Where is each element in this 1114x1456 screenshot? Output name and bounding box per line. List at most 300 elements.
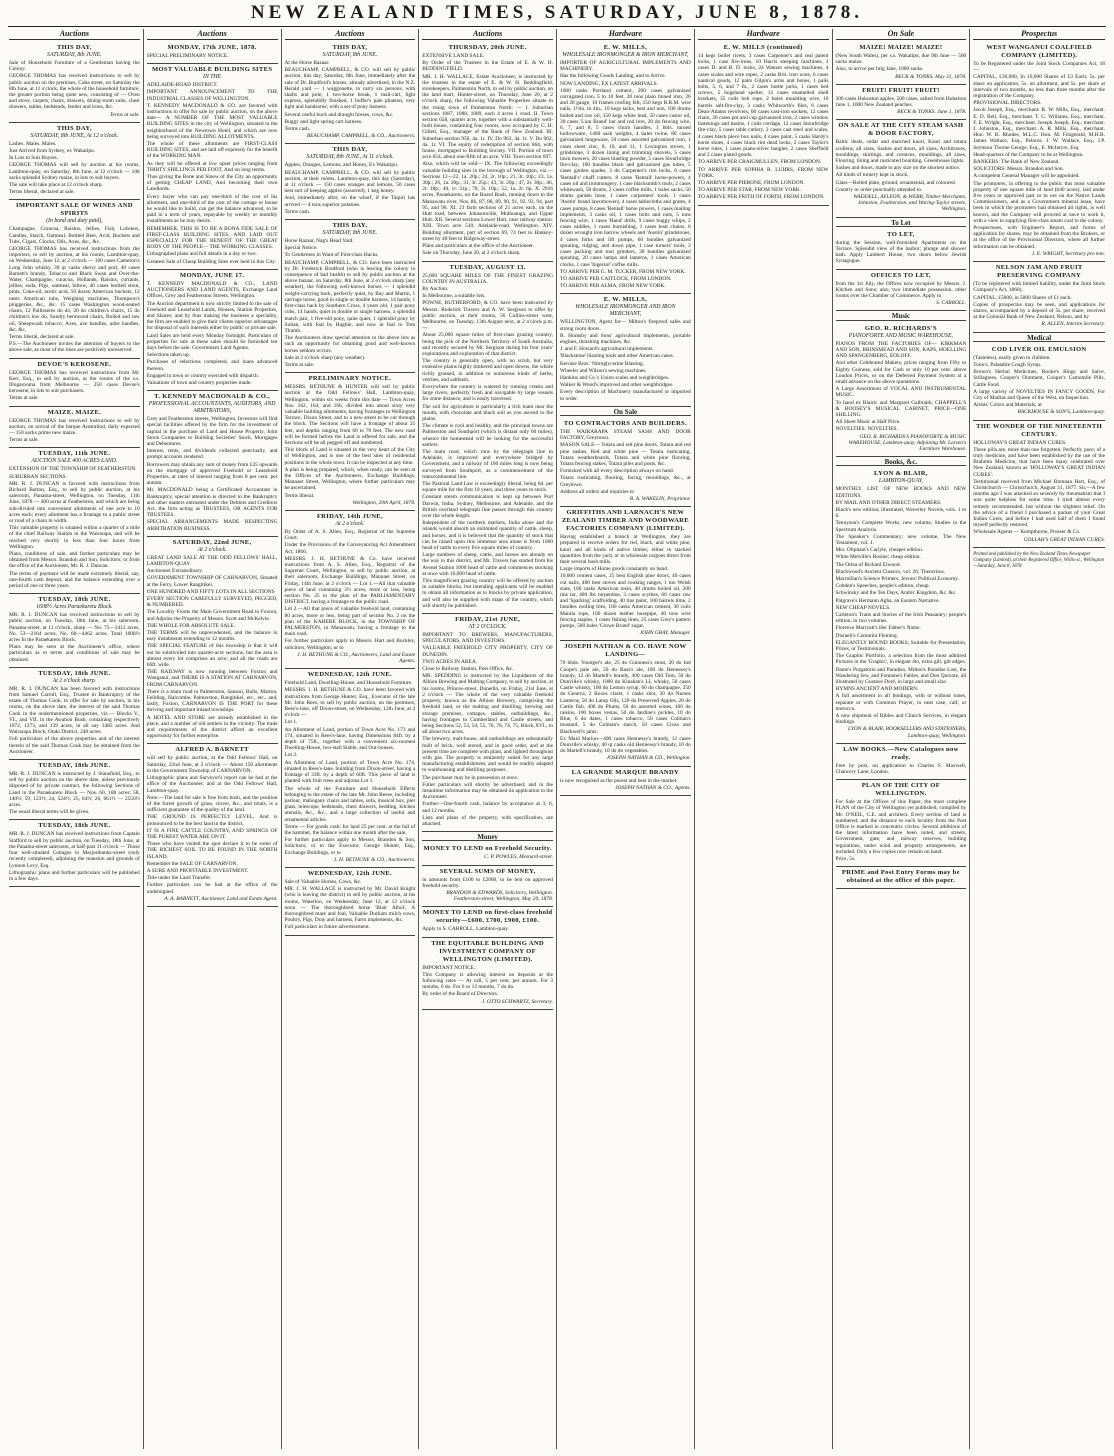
ad-paragraph: Dante's Purgatorio and Paradiso, Milton's Paradise Lost, the Wandering Jew, and Fontaine's Fables, and Don Quixote, all illustrated by Gustave Doré, in large and small size. (835, 666, 967, 686)
advertisement (9, 359, 140, 407)
ad-paragraph: BEAUCHAMP, CAMPBELL, & CO. have been instructed by Dr. Frederick Bradford (who is leaving the colony in consequence of bad health) to sell by public auction at the above bazaar, on Saturday, 8th June, at 2 o'clock sharp (any weather), the following well-known horses — 1 splendid weight-carrying hack, perfectly quiet, by Bay and Martin, 1 carriage horse, good in single or double harness, 14 hands, 1 first-class hack by Southern Cross, 4 years old, 1 pair pony cobs, 14 hands, quiet in double or single harness, a splendid match pair, 1 five-old pony, quite quiet, 1 splendid pony by Sultan, with foal by Hughie, and now in foal to Tom Thumb. (284, 259, 416, 334)
column-heading: Auctions (147, 29, 278, 40)
ad-paragraph: To Gentlemen in Want of First-class Hacks. (284, 252, 379, 259)
ad-paragraph: A Large Assortment of VOCAL AND INSTRUMENTAL MUSIC. (835, 386, 967, 399)
advertisement (285, 42, 416, 144)
ad-paragraph: THE RAILWAY is now running between Foxton and Wanganui, and THERE IS A STATION AT CARNARVON, FROM CARNARVON. (146, 669, 278, 688)
advertisement (836, 744, 967, 780)
ad-headline: T. KENNEDY MACDONALD & CO., (154, 393, 271, 401)
section-heading: Money (422, 834, 553, 841)
ad-paragraph: A HOTEL AND STORE are already established in the place, and a number of old settlers in the vicinity. The trade and requirements of the district afford an excellent opportunity for further enterprise. (146, 714, 278, 740)
ad-paragraph: Sale on Thursday, June 20, at 2 o'clock sharp. (422, 250, 521, 257)
ad-headline: PRELIMINARY NOTICE. (308, 375, 392, 383)
ad-paragraph: Special Notice. (284, 245, 318, 252)
ad-paragraph: The climate is cool and healthy, and the principal towns are Palmerston and Southport (which is distant only 60 miles), whence the homestead will be looking for the successful settlers. (422, 423, 553, 448)
ad-paragraph: And other Celebrated Makers, prices ranging from Fifty to Eighty Guineas, sold for Cash or only 10 per cent. above London Prices, or on the Deferred Payment System at a small advance on the above quotations. (835, 360, 967, 385)
ad-paragraph: Everywhere the country is watered by running creeks and large rivers, perfectly fresh and navigable by large vessels for some distance, and is easily traversed. (422, 383, 553, 403)
ad-paragraph: Freehold Land, Dwelling-House, and Household Furniture. (284, 680, 413, 687)
advertisement (9, 594, 140, 668)
ad-paragraph: As they will be offered at low upset prices ranging from THIRTY SHILLINGS PER FOOT, And on long terms. (146, 160, 278, 173)
ad-paragraph: A large variety of NOVELTIES IN FANCY GOODS, For City of Madras and Queen of the West, on Inspection. (973, 388, 1105, 401)
ad-subheadline: LAMBTON-QUAY, (878, 478, 923, 485)
ad-headline: MONEY TO LEND on Freehold Security. (423, 845, 552, 853)
ad-signature: WADDELL, AYLEON, & WEBB, Timber Merchants, Johnston, Featherston, and Waring-Taylor streets, Wellington. (853, 194, 967, 213)
ad-headline: TUESDAY, 18th JUNE. (38, 762, 111, 770)
ad-subheadline: AUCTION SALE 400 ACRES LAND. (31, 458, 118, 465)
ad-headline: MONDAY, JUNE 17. (179, 271, 245, 279)
ad-subheadline: At 2 o'clock. (335, 520, 365, 527)
ad-headline: SATURDAY, 22nd JUNE, (172, 538, 252, 546)
ad-paragraph: Macmillan's Science Primers: Jevons' Political Economy. (835, 575, 959, 582)
ad-paragraph: The Pastoral Land Law is exceedingly liberal, being 6d. per square mile for the first 10 years, and three years to stock. (422, 481, 553, 494)
ad-subheadline: SATURDAY, 8th JUNE. (47, 52, 102, 58)
ad-paragraph: SUBURBAN SECTIONS. (9, 473, 67, 480)
ad-paragraph: At the Horse Bazaar. (284, 60, 330, 66)
ad-paragraph: A competent General Manager will be appointed. (973, 173, 1080, 180)
ad-paragraph: Terms — For goods cash; for land 25 per cent. at the fall of the hammer, the balance within one month after the sale. (284, 823, 416, 836)
ad-paragraph: Walker & Wood's improved and other weighbridges. (560, 382, 674, 389)
ad-signature: J. H. BETHUNE & CO., Auctioneers, Land and Estate Agents. (297, 651, 416, 665)
ad-paragraph: By Auction. (422, 285, 449, 292)
advertisement (836, 323, 967, 457)
ad-paragraph: ADELAIDE-ROAD DISTRICT. (146, 82, 218, 89)
advertisement (147, 64, 278, 270)
ad-paragraph: The main road, which runs by the telegraph line to Adelaide, is improved and everywhere bridged by Government, and a railway of 100 miles long is now being surveyed from Southport, as a commencement of the transcontinental line. (422, 448, 553, 480)
section-heading: To Let (836, 220, 967, 227)
ad-paragraph: The whole of these allotments are FIRST-CLASS BUILDING SITES, and are laid off expressly for the benefit of the WORKING MAN. (146, 141, 278, 160)
ad-paragraph: Apply to S. CARROLL, Lambton-quay. (422, 926, 509, 933)
ad-paragraph: MR. SPEDDING is instructed by the Liquidators of the Albion Brewing and Malting Company, to sell by auction, at his rooms, Princes-street, Dunedin, on Friday, 21st June, at 2 o'clock — The whole of the very valuable freehold property, known as the Albion Brewery, comprising the freehold land, or the malting and distilling, brewing and storage premises, cottages, stables, outbuildings, &c., having frontages to Cumberland and Castle streets, and being Sections 52, 53, 54, 55, 76, 78, 74, 75, Block XVI., in all about two acres. (422, 673, 553, 736)
ad-paragraph: CAPITAL, £5000, in 5000 Shares of £1 each. (973, 294, 1072, 301)
ad-paragraph: SPECIAL PRELIMINARY NOTICE. (146, 53, 229, 59)
ad-paragraph: The usual liberal terms will be given. (9, 809, 90, 816)
ad-paragraph: NOVELTIES. NOVELTIES. (835, 426, 898, 433)
ad-paragraph: All Sheet Music at Half Price. (835, 419, 901, 426)
column-2 (144, 29, 282, 1449)
ad-paragraph: GEORGE THOMAS has received instructions to sell by auction, on arrival of the barque Australind, daily expected — 150 sacks prime new maize. (9, 417, 140, 436)
ad-paragraph: Just Arrived from Sydney, ex Wakatipu. (9, 148, 96, 155)
column-heading: Auctions (9, 29, 140, 40)
ad-signature: BACKHOUSE & SON'S, Lambton-quay. (1017, 409, 1105, 416)
advertisement (836, 42, 967, 85)
ad-paragraph: MASON SALE— Totara and red pine doors, Totara and red pine sashes, Red and white pine — Totara rusticating, Totara weatherboards, Totara and white pine flooring, Totara fencing stakes, Totara piles and posts, &c. (560, 442, 691, 467)
ad-subheadline: SATURDAY, 8th JUNE, At 11 o'clock. (306, 154, 394, 161)
ad-paragraph: The Graphic Portfolio, a selection from the most admired Pictures in the 'Graphic', in elegant 4to, extra gilt, gilt edges. (835, 653, 967, 666)
column-7 (833, 29, 971, 1449)
ad-paragraph: Note.—The land for sale is free from bush, and the position of the forest growth of grass, clover, &c., and totals, is a sufficient guarantee of the quality of the land. (146, 794, 278, 814)
ad-paragraph: GEORGE THOMAS has received instructions from the importers, to sell by auction, at his rooms, Lambton-quay, on Wednesday, June 12, at 2 o'clock — 100 cases Cameron's Long John whisky, 30 qr casks sherry and port, 40 cases Barnett's brandy, Tobacco and Black Swan and Over-the-Water, Champagne, curacoa, Hollands, Raisins, currants, jellies, soda, Pigs, oatmeal, biltow, 40 cases bottled stout, pints, Coke-oil, acetic acid, 50 dozen American buckets, 12 nests American tubs, Weighing machines, Thompson's pinggeries, &c., &c. 15 cases Washington wood-seated chairs, 12 Pallisseres do do, 20 do children's chairs, 15 do children's low do, Sundry bentwood chairs, Boiled and raw oil, Sheepwash tobacco, Axes, axe handles, adze handles, &c. &c. (9, 246, 140, 333)
ad-signature: JOSEPH NATHAN & CO., Wellington. (606, 755, 691, 762)
ad-paragraph: The Auctioneers draw special attention to the above lots as such an opportunity for obtaining good and well-known horses seldom occurs. (284, 335, 416, 354)
ad-paragraph: Mr. MACDONALD being a Certificated Accountant in Bankruptcy, special attention is directed to the Bankruptcy and other matters entrusted under the Debtors and Creditors Act, the firm acting as TRUSTEES, OR AGENTS FOR TRUSTEES. (146, 487, 278, 519)
ad-paragraph: in amounts from £100 to £2000, to be lent on approved freehold security. (422, 876, 553, 889)
ad-paragraph: For further particulars apply to Messrs. Hart and Buckley, solicitors, Wellington; or to (284, 638, 416, 651)
ad-headline: TUESDAY, 18th JUNE. (38, 669, 111, 677)
ad-paragraph: MONTHLY LIST OF NEW BOOKS AND NEW EDITIONS. (835, 486, 967, 499)
ad-paragraph: The brewery, malt-house, and outbuildings are substantially built of brick, well stored, and in good order, and at the present time are complete with plant, and lighted throughout with gas. The property is eminently suited for any large manufacturing establishment, and would be readily adapted to warehousing and distilling purposes. (422, 736, 553, 774)
ad-paragraph: Fuller particulars will shortly be advertised; and in the meantime information may be obtained on application to the Auctioneer. (422, 781, 553, 801)
ad-headline: IMPORTANT SALE OF WINES AND SPIRITS (15, 202, 133, 218)
ad-paragraph: POWNE, RUTHERFORD, & CO. have been instructed by Messrs. Roderick Travers and A. W. Sergison to offer by public auction, at their rooms, 56 Collins-street west, Melbourne, on Tuesday, 13th August next, at 2 o'clock p.m.— (422, 300, 553, 332)
ad-paragraph: 'Blackstone' blasting tools and other American cases. (560, 353, 675, 360)
ad-paragraph: Ex Maid Marion—400 cases Hennessy's brandy, 12 cases Dunville's whisky, 40 qr casks old Hennessy's brandy, 10 do do Martell's brandy, 10 do do vegetables. (560, 735, 691, 755)
ad-paragraph: MR. R. J. DUNCAN is favored with instructions from Richard Barton, Esq., to sell by public auction, at his saleroom, Panama-street, Wellington, on Tuesday, 11th June, 1878 — 400 acres at Featherston, and which are being sub-divided into convenient allotments of one acre to 10 acres each; every allotment has a frontage to a public street or road of a chain in width. (9, 480, 140, 524)
ad-paragraph: Terms at sale. (9, 395, 39, 402)
ad-paragraph: The Speaker's Commentary; new volume, The New Testament, vol. 1. (835, 533, 967, 546)
ad-paragraph: Tennyson's Complete Works, new volume, Studies in the Spectrum Analysis. (835, 520, 967, 533)
ad-paragraph: from the 1st July, the Offices now occupied by Messrs. J. Kitchen and Sons; also, two immediate possession, other rooms over the Chamber of Commerce. Apply to (835, 280, 967, 300)
ad-paragraph: Testimonial received from Michael Brennan Hart, Esq., of Christchurch — Christchurch, August 31, 1877. Sir,—A few months ago I was attacked so severely by rheumatism that I was quite helpless for some time. I tried almost every remedy recommended, but without the slightest relief. On the advice of a friend I purchased a packet of your Great Indian Cures, and before I had used half of them I found myself perfectly restored. (973, 478, 1105, 529)
advertisement (836, 229, 967, 270)
advertisement (698, 42, 829, 206)
ad-paragraph: Hankins and Co.'s Union scales and weighbridges. (560, 374, 670, 381)
ad-paragraph: 70 hhds. Younger's ale, 25 do Guinness's stout, 20 do Ind Coope's pale ale, 50 do Bass's ale, 100 do Hennessy's brandy, 12 do Martell's brandy, 400 cases Old Tom, 50 do Dunville's whisky, 1000 do Kinahan's LL whisky, 50 cases Castle whisky, 100 do Lemon syrup, 60 do champagne, 250 do Geneva, 2 Boxes claret, 1 casks shot, 30 do Nurses Lanterns, 50 do Lamp Oils, 120 do Preserved Apples, 20 do Cuttle fish, 400 do Plums, 50 do assorted wines, 100 do raisins, 100 boxes vestas, 50 do Jardine's pickles, 10 do Blue, 6 do dates, 1 cases tobacco, 50 cases Colman's mustard, 5 do Colman's starch, 50 cases Cross and Blackwell's jams. (560, 660, 691, 735)
ad-paragraph: Full particulars in future advertisement. (284, 924, 370, 931)
ad-paragraph: The terms of payment will be made extremely liberal, say, one-fourth cash deposit, and the balance extending over a period of one or three years. (9, 570, 140, 589)
ad-headline: DEVOE'S KEROSENE. (37, 360, 112, 368)
ad-paragraph: Florence Marryatt's Her Father's Name. (835, 625, 921, 632)
ad-paragraph: Having established a branch at Wellington, they are prepared to receive orders for red, black, and white pine, kauri and all kinds of native timber, either in stacked quantities from the yard, or in wholesale cargoes direct from their several bush mills. (560, 534, 691, 565)
ad-paragraph: SPECIAL ARRANGEMENTS MADE RESPECTING ARBITRATION BUSINESS. (146, 519, 278, 532)
advertisement (836, 468, 967, 744)
ad-paragraph: There is a main road to Palmerston, Sanson, Bulls, Marton, Feilding, Halcombe, Palmerston, Rangitikei, etc., etc., and, lastly, Foxton, CARNARVON IS THE PORT for these thriving and important inland townships. (146, 688, 278, 714)
ad-paragraph: EXTENSIVE LAND SALE. (422, 53, 485, 59)
ad-paragraph: 300 cases Hoboston apples, 500 cases, salted from Hobarton June 1, 1000 New Zealand peaches. (835, 95, 967, 109)
ad-paragraph: CAPITAL, £30,000, In 10,000 Shares of £3 Each; 5s. per share on application, 5s. on allotment, and 5s. per share at intervals of two months, no less than three months after the registration of the Company. (973, 74, 1105, 100)
ad-paragraph: TWO ACRES IN AREA. (422, 658, 478, 665)
advertisement (560, 767, 691, 796)
masthead: NEW ZEALAND TIMES, SATURDAY, JUNE 8, 1878. (250, 2, 864, 23)
advertisement (9, 668, 140, 760)
ad-paragraph: 14 kegs boiler rivets, 3 cases Carpenter's and real patent locks, 1 case fire-irons, 10 Harris steeping machines, 1 cases D. and B. D. locks, 24 Wanzer sewing machines, 4 cases scales and wire ropes, 2 casks Brit. iron ware, 6 cases nautical goods, 12 pairs Gilpin's arms and bones, 1 pails bolts, 5, 6, and 7 lb., 2 cases bottle jacks, 1 cases bed screws, 5 hogshead spelter, 12 cases enamelled shell brackets, 35 coils hob rope, 2 bales moulding wire, 10 barrels salt-fire-clay, 3 casks Whitworth's files, 6 cases Dean-Adams revolvers, 60 cases cast-iron sockets, 12 cases chain, 30 cases pot and cup galvanised iron, 2 cases window fastenings and basins, 1 coils cordage, 12 cases Stourbridge fire-clay, 5 cases table cutlery, 2 cases cast steel and scales, 4 cases black piece box nails, 4 cases paint, 5 casks Hardy's horse shoes, 4 cases black rim dead locks, 2 cases Taylor's horse rules, 1 cases piano-silver bangles, 2 cases Sheffield and 2 cases plated goods. (697, 53, 829, 159)
ad-paragraph: In Lots to Suit Buyers. (9, 155, 58, 162)
ad-paragraph: GREAT LAND SALE AT THE ODD FELLOWS' HALL, LAMBTON-QUAY. (146, 554, 278, 567)
ad-paragraph: NEW CHEAP NOVELS. (835, 604, 891, 611)
ad-headline: THIS DAY, (332, 222, 368, 230)
ad-paragraph: Black's new edition, illustrated, Waverley Novels, vols. 1 to 6. (835, 506, 967, 520)
column-heading: On Sale (836, 29, 967, 40)
ad-paragraph: (To be registered with limited liability, under the Joint Stock Company's Act, 1860). (973, 281, 1105, 294)
ad-paragraph: Terms liberal. (284, 492, 315, 499)
ad-subheadline: PIANOFORTE AND MUSIC WAREHOUSE, (848, 332, 953, 339)
ad-headline: TUESDAY, AUGUST 13. (449, 263, 526, 271)
ad-paragraph: Greatest Sale of Cheap Building Sites ever held in this City. (146, 258, 276, 265)
ad-paragraph: R. Hornsby and Sons' agricultural implements, portable engines, thrashing machines, &c. (560, 332, 691, 345)
ad-headline: OFFICES TO LET, (870, 271, 931, 279)
ad-paragraph: For Sale at the Offices of this Paper, the most complete PLAN of the City of Wellington yet published, compiled by Mr. O'NEIL, C.E. and architect. Every section of land is numbered, and the distance to each locality from the Post Office is marked in concentric circles. Several additions of the latest information have been noted, and streets, Government, gate, and railway reserves, building regulations, under wind and property arrangements, are included. Only a few copies now remain on hand. (835, 799, 967, 855)
ad-paragraph: P.S.—The Auctioneer invites the attention of buyers to the above sale, as most of the lines are positively unreserved. (9, 341, 140, 354)
advertisement (285, 669, 416, 868)
ad-paragraph: Cobden's Speeches, people's edition, cheap. (835, 583, 930, 590)
ad-headline: FRUIT! FRUIT! FRUIT! (862, 86, 940, 94)
ad-subheadline: WHOLESALE IRONMONGER & IRON MERCHANT, (562, 52, 689, 58)
ad-paragraph: Several useful buck and draught horses, cows, &c. (284, 111, 394, 118)
ad-paragraph: Baltic deals, cedar and matched kauri, Kauri and totara scollens, all sizes, Sashes and doors, all sizes, Architraves, mouldings, skirtings, and cornices, mouldings, all sizes, Flooring, lining and rusticated boarding, Greenhouse lights. (835, 139, 967, 165)
ad-paragraph: TO ARRIVE PER FRITH OF FORTH, FROM LONDON. (697, 194, 825, 201)
advertisement (147, 270, 278, 391)
ad-paragraph: during the Session, well-furnished Apartments on the Terrace. Splendid view of the harbor; plunge and shower bath. Apply Lambert House, two doors below Jewish Synagogue. (835, 239, 967, 265)
ad-headline: LYON & BLAIR, (874, 470, 928, 478)
ad-paragraph: For further particulars apply to Messrs. Brandon & Son, Solicitors; or to the Executor, George Hunter, Esq., Exchange Buildings, or to (284, 837, 416, 856)
section-heading: Music (836, 313, 967, 320)
ad-signature: BECK & TONKS. June 1, 1878. (897, 109, 967, 116)
ad-paragraph: Lithographed plans and full details in a day or two. (146, 251, 257, 258)
ad-paragraph: Blackwood's Ancient Classics, vol. 26; Theocritus. (835, 568, 946, 575)
ad-paragraph: MESSRS. BETHUNE & HUNTER will sell by public auction at the Odd Fellows' Hall, Lambton-quay, Wellington, within six weeks from this date — Town Acres Nos. 162, 164, and 166, divided into about sixty very valuable building allotments, having frontages to Wellington Terrace, Dixon Street, and to a new street to be cut through the block. The Sections will have a frontage of about 25 feet, and depths ranging from 60 to 70 feet. The new road will be formed before the Land is offered for sale, and the Sections will be all pegged off and numbered. (284, 384, 416, 446)
ad-paragraph: Sale of Household Furniture of a Gentleman having the Colony. (9, 60, 140, 73)
advertisement (9, 407, 140, 449)
column-5 (557, 29, 695, 1449)
ad-paragraph: About 25,000 square miles of first-class grazing country, being the pick of the Northern Territory of South Australia, and recently secured by Mr. Sergison during his four years' explorations and exploration of that district. (422, 332, 553, 357)
ad-paragraph: Plans, conditions of sale, and further particulars may be obtained from Messrs. Brandon and Son, Solicitors; or from the office of the Auctioneer, Mr. R. J. Duncan. (9, 550, 140, 570)
ad-paragraph: MR. J. H. WALLACE, Estate Auctioneer, is instructed by the trustees in the estate of E. & W. H. Beddingfield, storekeepers, Palmerston North, to sell by public auction, on the land mart, Hunter-street, on Thursday, June 20, at 2 o'clock sharp, the following Valuable Properties situate in the rising town of Palmerston North: — I. Suburban sections 1087, 1088, 1089, each 4 acres 1 rood. II. Town section 658, quarter acre, together with a substantially well-built house, containing four rooms, now occupied by C. H. Gillett, Esq., manager of the Bank of New Zealand. III. Suburban section 950, 4a. 1r. IV. Do 963, 4a. 1r. V. Do 962, 4a. 1r. VI. The equity of redemption of section 664, with house, mortgaged to Building Society. VII. Portion of town acre 654, about one-fifth of an acre. VIII. Town section 697. (422, 73, 553, 161)
ad-paragraph: This valuable property is situated within a quarter of a mile of the chief Railway Station in the Wairarapa, and will be reached very shortly in less than four hours from Wellington. (9, 525, 140, 550)
ad-paragraph: To be Registered under the Joint Stock Companies Act, 18—. (973, 61, 1105, 74)
ad-paragraph: Totara rusticating, flooring, facing, mouldings, &c., at Greytown. (560, 475, 691, 488)
ad-headline: GEO. R. RICHARDS'S (864, 324, 937, 332)
ad-paragraph: IMPORTANT TO BREWERS, MANUFACTURERS, SPECULATORS, AND INVESTORS. (422, 632, 553, 645)
ad-paragraph: Brown's Herbal Medicines, Rooke's Rings and Salve, Stillagrees, Cooper's Ointment, Cooper's Camomile Pills, Cattle Food. (973, 369, 1105, 388)
ad-paragraph: TO ARRIVE PER CRAIGMULLEN, FROM LONDON. (697, 159, 822, 166)
advertisement (560, 294, 691, 406)
ad-headline: WEST WANGANUI COALFIELD COMPANY (LIMITED). (986, 44, 1092, 59)
ad-paragraph: By Order of A. S. Allen, Esq., Registrar of the Supreme Court. (284, 528, 416, 542)
ad-paragraph: Lot 2.—All that piece of valuable freehold land, containing 80 acres, more or less, being part of section No. 2 on the plan of the KAHERE BLOCK, in the TOWNSHIP OF PALMERSTON, in Manawatu, having a frontage to the main road. (284, 606, 416, 638)
ad-paragraph: TO ARRIVE PER ALMA, FROM NEW YORK. (560, 283, 666, 290)
ad-paragraph: Auctioneer Extraordinary. (146, 568, 203, 575)
ad-paragraph: T. KENNEDY MACDONALD & CO., LAND AUCTIONEERS AND LAND AGENTS, Exchange Land Offices, Grey and Featherston Streets, Wellington. (146, 280, 278, 300)
advertisement (9, 42, 140, 123)
column-6 (695, 29, 833, 1449)
ad-paragraph: All kinds of turnery kept in stock. (835, 172, 909, 179)
ad-paragraph: MR. J. H. WALLACE is instructed by Mr. David Knight (who is leaving the district) to sell by public auction, at his rooms, Waterloo, on Wednesday, June 12, at 12 o'clock noon — The thoroughbred horse 'Blair Athol', A thoroughbred mare and foal, Valuable Durham milch cows, Poultry, Pigs, Dray and harness, Farm implements, &c. (284, 886, 416, 924)
ad-paragraph: THE SPECIAL FEATURE of this township is that it will not be subdivided into quarter-acre sections, but the area is almost every lot comprises an acre; and all the roads are 66ft. wide. (146, 643, 278, 669)
ad-paragraph: MR. R. J. DUNCAN is instructed by J. Stansfield, Esq., to sell by public auction on the above date, unless previously disposed of by private contract, the following Sections of Land in the Paraekaretu Block — Nos. 60, 188 acres; 58, 140½; 59, 123½; 24, 524½; 25, 64½; 26, 661½ — 2550½ acres. (9, 771, 140, 809)
ad-signature: Wellington, 20th April, 1878. (352, 499, 416, 506)
ad-paragraph: Apples, Oranges, Lemons, and Honey, Ex Wakatipu. (284, 162, 399, 169)
ad-headline: ON SALE AT THE CITY STEAM SASH & DOOR FACTORY, (838, 122, 964, 138)
ad-paragraph: Schwinsky and the Ten Days, Arabic Kingdom, &c. &c. (835, 590, 957, 597)
ad-paragraph: This block of Land is situated in the very heart of the City of Wellington, and is one of the best sites of residential positions in the whole town. It can be inspected at any time. (284, 447, 416, 466)
column-4 (419, 29, 557, 1449)
ad-paragraph: Terms at sale. (284, 361, 315, 368)
ad-paragraph: Under the Provisions of the Conveyancing Act Amendment Act, 1866. (284, 542, 416, 555)
ad-paragraph: Palgrave's Hermann Agha, an Eastern Narrative. (835, 597, 940, 604)
ad-paragraph: Sale at 2 o'clock sharp (any weather). (284, 354, 366, 361)
ad-signature: A. A. BARNETT, Auctioneer, Land and Estate Agent. (164, 895, 278, 902)
ad-paragraph: PROVISIONAL DIRECTORS. (973, 100, 1042, 107)
ad-headline: E. W. MILLS (continued) (723, 44, 803, 51)
ad-paragraph: Artists' Colors and Materials, at (973, 402, 1042, 409)
advertisement (560, 42, 691, 294)
advertisement (973, 421, 1105, 548)
ad-signature: J. E. WRIGHT, Secretary pro tem. (1031, 250, 1105, 257)
ad-headline: JOSEPH NATHAN & CO. HAVE NOW LANDING— (564, 643, 687, 659)
ad-paragraph: TO ARRIVE PER STAR, FROM NEW YORK. (697, 187, 802, 194)
column-heading: Auctions (422, 29, 553, 40)
ad-paragraph: GEORGE THOMAS will sell by auction at his rooms, Lambton-quay, on Saturday, 8th June, at 12 o'clock — 108 sacks splendid Sydney maize, in lots to suit buyers. (9, 162, 140, 181)
ad-paragraph: White Melville's Rosine; cheap edition. (835, 554, 921, 561)
ad-paragraph: PIANOS FROM THE FACTORIES OF— KIRKMAN AND SON, BRINSMEAD AND SON, KAPS, HOELLING AND SPANGENBERG, EOLOFF. (835, 340, 967, 360)
ad-paragraph: The promoters, in offering to the public this most valuable property of one square mile of land (640 acres), laid under five years or approved part or in ore on the Native Lands Commissioners, and as a Government mineral lease, have been in which the promoters had obtained all rights, is well known, and the Company will proceed at once to work it, with a view to supplying first-class steam coal to the colony. (973, 180, 1105, 224)
advertisement (285, 511, 416, 669)
ad-headline: LAW BOOKS.—New Catalogues now ready. (843, 745, 959, 761)
ad-signature: S. CARROLL. (936, 300, 967, 307)
ad-paragraph: Wholesale Agents — Kempthorne, Prosser & Co. (973, 529, 1081, 536)
section-heading: On Sale (560, 409, 691, 416)
ad-paragraph: Also, which will be sold— IX. The following exceedingly valuable building sites in the borough of Wellington, viz.— Sections 12—22, 1a. 20p.; 24, 2r. 10p.; 21, 3r. 10p.; 23, 1a. 30p.; 26, 1a. 20p.; 31, 3r. 25p.; 43, 3r. 20p.; 47, 2r. 36p.; 46, 2r. 18p.; 40, 1r. 31p.; 70, 3r. 10p.; 52, 1a. 2r. 6p. X. 2916 acres, Paraekaretu, on the Board Bush, running down to the Manawatu river, Nos. 86, 87, 88, 89, 90, 91, 92, 93, 94, part 95, and 96. XI. 23 farm sections of 21 acres each, on the Hutt road, between Johnsonville, Mulhuanga, and Upper Hutt. XII. Several sections Lower Hutt, near railway station. XIII. Town acre 510, Adelaide-road, Wellington. XIV. Building allotment, part of section 69, 74 feet to Hankey-street by 40 feet to Ridgeway-street. (422, 161, 553, 242)
ad-paragraph: Country or order punctually attended to. (835, 186, 923, 193)
advertisement (560, 507, 691, 641)
ad-paragraph: Independent of the northern markets, India alone and the islands would absorb an unlimited quantity of cattle, sheep, and horses, and it is believed that the quantity of stock that can be raised upon this immense area alone is from 1000 head of cattle to every five square miles of country. (422, 520, 553, 552)
ad-paragraph: MR. R. J. DUNCAN has received instructions to sell by public auction, on Tuesday, 18th June, at his saleroom, Panama-street, at 11 o'clock, sharp — No. 75—3412 acres, No. 53—2164 acres, No. 60—4462 acres. Total 1608½ acres In the Paraekaretu Block. (9, 612, 140, 644)
advertisement (147, 42, 278, 64)
ad-paragraph: The Orlea of Richard Elwood. (835, 561, 901, 568)
advertisement (422, 938, 553, 1010)
ad-paragraph: THE WAIRARAPA STEAM SASH AND DOOR FACTORY, Greytown. (560, 428, 691, 442)
section-heading: Books, &c. (836, 459, 967, 466)
advertisement (9, 123, 140, 201)
ad-signature: LYON & BLAIR, BOOKSELLERS AND STATIONERS, Lambton-quay, Wellington. (848, 726, 967, 739)
ad-paragraph: Selections taken up. (146, 352, 191, 359)
ad-signature: J. OTTO SCHWARTZ, Secretary. (481, 998, 553, 1005)
ad-paragraph: IMPORTANT NOTICE. (422, 964, 476, 971)
ad-paragraph: Interest, rents, and dividends collected punctually, and prompt accounts rendered. (146, 448, 278, 461)
ad-paragraph: Prospectuses, with Engineer's Report, and forms of application for shares, may be obtained from the Brokers, or at the office of the Provisional Directors, where all further information can be obtained. (973, 225, 1105, 250)
ad-paragraph: Disraeli's Contarini Fleming. (835, 632, 899, 639)
ad-paragraph: Close to Railway Station, Post Office, &c. (422, 666, 514, 673)
ad-subheadline: SATURDAY, 8th JUNE, At 12 o'clock. (30, 132, 119, 139)
ad-headline: THE EQUITABLE BUILDING AND INVESTMENT COMPANY OF WELLINGTON (LIMITED). (431, 939, 544, 963)
advertisement (560, 418, 691, 507)
ad-headline: SEVERAL SUMS OF MONEY, (439, 867, 536, 875)
ad-headline: FRIDAY, 21st JUNE, (455, 616, 521, 624)
ad-paragraph: Copies of prospectus may be seen, and applications for shares, accompanied by a deposit of 5s. per share, received at the Colonial Bank of New Zealand, Nelson, and by (973, 301, 1105, 321)
ad-headline: TUESDAY, 18th JUNE. (38, 822, 111, 830)
advertisement (147, 744, 278, 906)
ad-paragraph: BEAUCHAMP, CAMPBELL, & CO. will sell by public auction, at their rooms, Lambton-quay, this day (Saturday), at 11 o'clock — 150 cases oranges and lemons, 50 cases best sort of keeping apples (assorted), 1 keg honey. (284, 169, 416, 195)
advertisement (973, 262, 1105, 332)
ad-subheadline: 1608½ Acres Paraekaretu Block. (36, 604, 113, 611)
ad-paragraph: The soil for agriculture is particularly a rich loam near the mouth, with chocolate and black soil as you ascend to the plains. (422, 403, 553, 422)
ad-headline: THE WONDER OF THE NINETEENTH CENTURY. (976, 422, 1103, 438)
ad-paragraph: Terms cash. (284, 208, 311, 215)
ad-subheadline: At 2 o'clock. (197, 546, 227, 553)
ad-paragraph: Tonics, Palatable Cough Syrup. (973, 361, 1042, 368)
ad-paragraph: Terms liberal, declared at sale. (9, 333, 75, 340)
ad-paragraph: REMEMBER, THIS IS TO BE A BONA FIDE SALE OF FIRST-CLASS BUILDING SITES, AND LAID OUT ESPECIALLY FOR THE BENEFIT OF THE GREAT BODY OF THE PEOPLE— THE WORKING CLASSES. (146, 225, 278, 251)
ad-subheadline: PROFESSIONAL ACCOUNTANTS, AUDITORS, AND ARBITRATORS, (148, 401, 276, 415)
advertisement (9, 760, 140, 820)
advertisement (836, 120, 967, 217)
ad-paragraph: And, immediately after, on the wharf, if the Taipiri has arrived — 4 tons superior potatoes. (284, 195, 416, 208)
ad-paragraph: Horse Bazaar, Nag's Head Yard. (284, 238, 354, 245)
advertisement (9, 200, 140, 358)
ad-subheadline: IN THE (203, 74, 222, 81)
ad-paragraph: By Order of the Trustees in the Estate of E. & W. H. BEDDINGFIELD. (422, 60, 553, 73)
advertisement (285, 373, 416, 511)
ad-paragraph: J. and F. Howard's agricultural implements. (560, 346, 654, 353)
ad-paragraph: EVERY SECTION CAREFULLY SURVEYED, PEGGED, & NUMBERED. (146, 596, 278, 609)
advertisement (285, 868, 416, 936)
ad-paragraph: In Melbourne, a suitable lots. (422, 293, 486, 300)
ad-paragraph: Thus giving the Bone and Sinew of the City an opportunity of getting CHEAP LAND, And becoming their own Landlords. (146, 174, 278, 193)
ad-paragraph: Sale of Valuable Horses, Cows, &c. (284, 878, 362, 885)
ad-paragraph: Terms liberal, declared at sale. (9, 189, 75, 196)
advertisement (973, 42, 1105, 262)
ad-headline: TUESDAY, 11th JUNE. (38, 450, 111, 458)
column-8 (970, 29, 1108, 1449)
ad-paragraph: IT IS A FINE CATTLE COUNTRY, AND SPRINGS OF THE PUREST WATER ARE ON IT. (146, 827, 278, 840)
ad-signature: Terms at sale. (109, 111, 140, 118)
ad-headline: ALFRED A. BARNETT (175, 746, 249, 754)
ad-paragraph: HOLLOWAY'S GREAT INDIAN CURES. (973, 439, 1067, 446)
ad-headline: MONEY TO LEND on first-class freehold security—£600, £700, £900, £100. (422, 909, 553, 925)
ad-paragraph: Plans may be seen at the Auctioneer's office, where particulars as to terms and conditions of sale may be obtained. (9, 644, 140, 663)
ad-subheadline: WHOLESALE IRONMONGER AND IRON MERCHANT, (575, 304, 676, 318)
ad-paragraph: MESSRS. J. H. BETHUNE & CO. have been favored with instructions from George Hunter, Esq., Executor of the late Mr. John Rees, to sell by public auction, on the premises, Rees's-lane, off Dixon-street, on Wednesday, 12th June, at 2 o'clock — (284, 687, 416, 719)
ad-paragraph: 25,000 SQUARE MILES OF THE FINEST GRAZING COUNTRY IN AUSTRALIA. (422, 272, 553, 285)
ad-signature: JOSEPH NATHAN & CO., Agents. (615, 784, 691, 791)
ad-paragraph: Furnished with all every description always on hand. (560, 468, 675, 475)
ad-paragraph: The whole of the Furniture and Household Effects belonging to the estate of the late Mr. John Reese, including parlour, mahogany chairs and tables, sofa, musical box, pier glass, telescope, bedsteads, chest drawers, bedding, kitchen utensils, &c., &c., and a large collection of useful and ornamental articles. (284, 785, 416, 823)
ad-paragraph: Grey and Featherston streets, Wellington. Investors will find special facilities offered by the firm for the investment of capital in the purchase of Land and House Property, Joint Stock Companies or Building Societies' Stock, Mortgages and Debentures. (146, 416, 278, 447)
column-heading: Hardware (698, 29, 829, 40)
ad-paragraph: Plans and particulars at the office of the Auctioneer. (422, 243, 534, 250)
ad-subheadline: (In bond and duty paid), (46, 218, 103, 225)
ad-headline: E. W. MILLS, (603, 296, 648, 304)
ad-signature: BECK & TONKS. May 31, 1878. (895, 73, 967, 80)
ad-paragraph: Further—One-fourth cash, balance by acceptance at 3, 6, and 12 months. (422, 801, 553, 814)
ad-signature: BRANDON & EDWARDS, Solicitors, Wellington. Featherston-street, Wellington, May 20, 1878. (446, 889, 553, 903)
ad-paragraph: Terms cash. (284, 126, 311, 133)
ad-paragraph: Constant steam communication is kept up between Port Darwin, India, Sydney, Melbourne, and Adelaide, and the British overland telegraph line passes through this country over the whole length. (422, 494, 553, 520)
ad-signature: R. A. WAKELIN, Proprietor. (629, 495, 691, 502)
ad-paragraph: Further particulars can be had at the office of the undersigned. (146, 882, 278, 895)
ad-paragraph: To hand ex Blairic and Margaret Galbraith, CHAPPELL'S & BOOSEY'S MUSICAL CABINET, PRICE—ONE SHILLING. (835, 399, 967, 418)
ad-paragraph: Free by post, on application to Charles F. Maxwell, Chancery Lane, London. (835, 762, 967, 776)
ad-paragraph: GEORGE THOMAS has received instructions from Mr. Kerr, Esq., to sell by auction, at the rooms of the s.s. Illogarooma from Melbourne — 250 cases Devoe's kerosene, in lots to suit purchasers. (9, 369, 140, 395)
ad-headline: TUESDAY, 18th JUNE. (38, 596, 111, 604)
column-heading: Hardware (560, 29, 691, 40)
ad-paragraph: TO ARRIVE PER G. M. TUCKER, FROM NEW YORK. (560, 268, 686, 275)
ad-paragraph: Title under the Land Transfer. (146, 875, 212, 882)
ad-paragraph: The Auction department is now strictly limited to the sale of Freehold and Leasehold Lands, Houses, Station Properties, and Shares; and by thus making the business a speciality, the firm are enabled to give their clients superior advantages for disposal of such interests either by public or private sale. (146, 300, 278, 332)
advertisement (836, 270, 967, 312)
ad-paragraph: Sashes and doors, made to any size on the shortest notice. (835, 165, 961, 172)
ad-paragraph: Engaged in town or country executed with dispatch. (146, 372, 260, 379)
ad-headline: GRIFFITHS AND LARNACH'S NEW ZEALAND TIMBER AND WOODWARE FACTORIES COMPANY (LIMITED). (561, 509, 689, 533)
ad-paragraph: BY MAIL AND OTHER DIRECT STEAMERS. (835, 499, 942, 506)
ad-paragraph: IMPORTANT ANNOUNCEMENT TO THE INDUSTRIAL CLASSES OF WELLINGTON. (146, 89, 278, 102)
ad-paragraph: Jacob Joseph, Esq., merchant. R. W. Mills, Esq., merchant. E. D. Bell, Esq., merchant. T. C. Williams, Esq., merchant. F. E. Wright, Esq., merchant. Joseph Joseph, Esq., merchant. J. Johnston, Esq., merchant. A. R. Mills, Esq., merchant. Hon. W. B. Rhodes, M.L.C. Hon. M. Fitzgerald, M.H.R. James Wallace, Esq., Pelorus. J. W. Wallace, Esq., J.P. Seymour Thorne George, Esq., E. McIntyre, Esq. (973, 107, 1105, 151)
advertisement (836, 780, 967, 867)
advertisement (422, 42, 553, 262)
ad-paragraph: Borrowers may obtain any sum of money from £25 upwards on the mortgage of approved Freehold or Leasehold Properties, at rates of interest ranging from 8 per cent. per annum. (146, 461, 278, 487)
ad-paragraph: By order of the Board of Directors. (422, 991, 499, 998)
ad-paragraph: Ladies. Males. Males. (9, 140, 57, 147)
ad-headline: THIS DAY, (56, 124, 92, 132)
advertisement (422, 262, 553, 615)
ad-paragraph: will sell by public auction, at the Odd Fellows' Hall, on Saturday, 22nd June, at 2 o'clock — About 150 allotments in the Government Township of CARNARVON. (146, 755, 278, 774)
ad-paragraph: BANKERS: The Bank of New Zealand. (973, 159, 1060, 166)
ad-signature: BEAUCHAMP, CAMPBELL, & CO., Auctioneers. (306, 133, 416, 140)
masthead-rule (8, 26, 1106, 27)
advertisement (285, 220, 416, 373)
ad-paragraph: Has the following Goods Landing, and to Arrive. (560, 73, 666, 80)
ad-signature: J. H. BETHUNE & CO., Auctioneers. (333, 856, 416, 863)
ad-paragraph: Terms at sale. (9, 437, 39, 444)
